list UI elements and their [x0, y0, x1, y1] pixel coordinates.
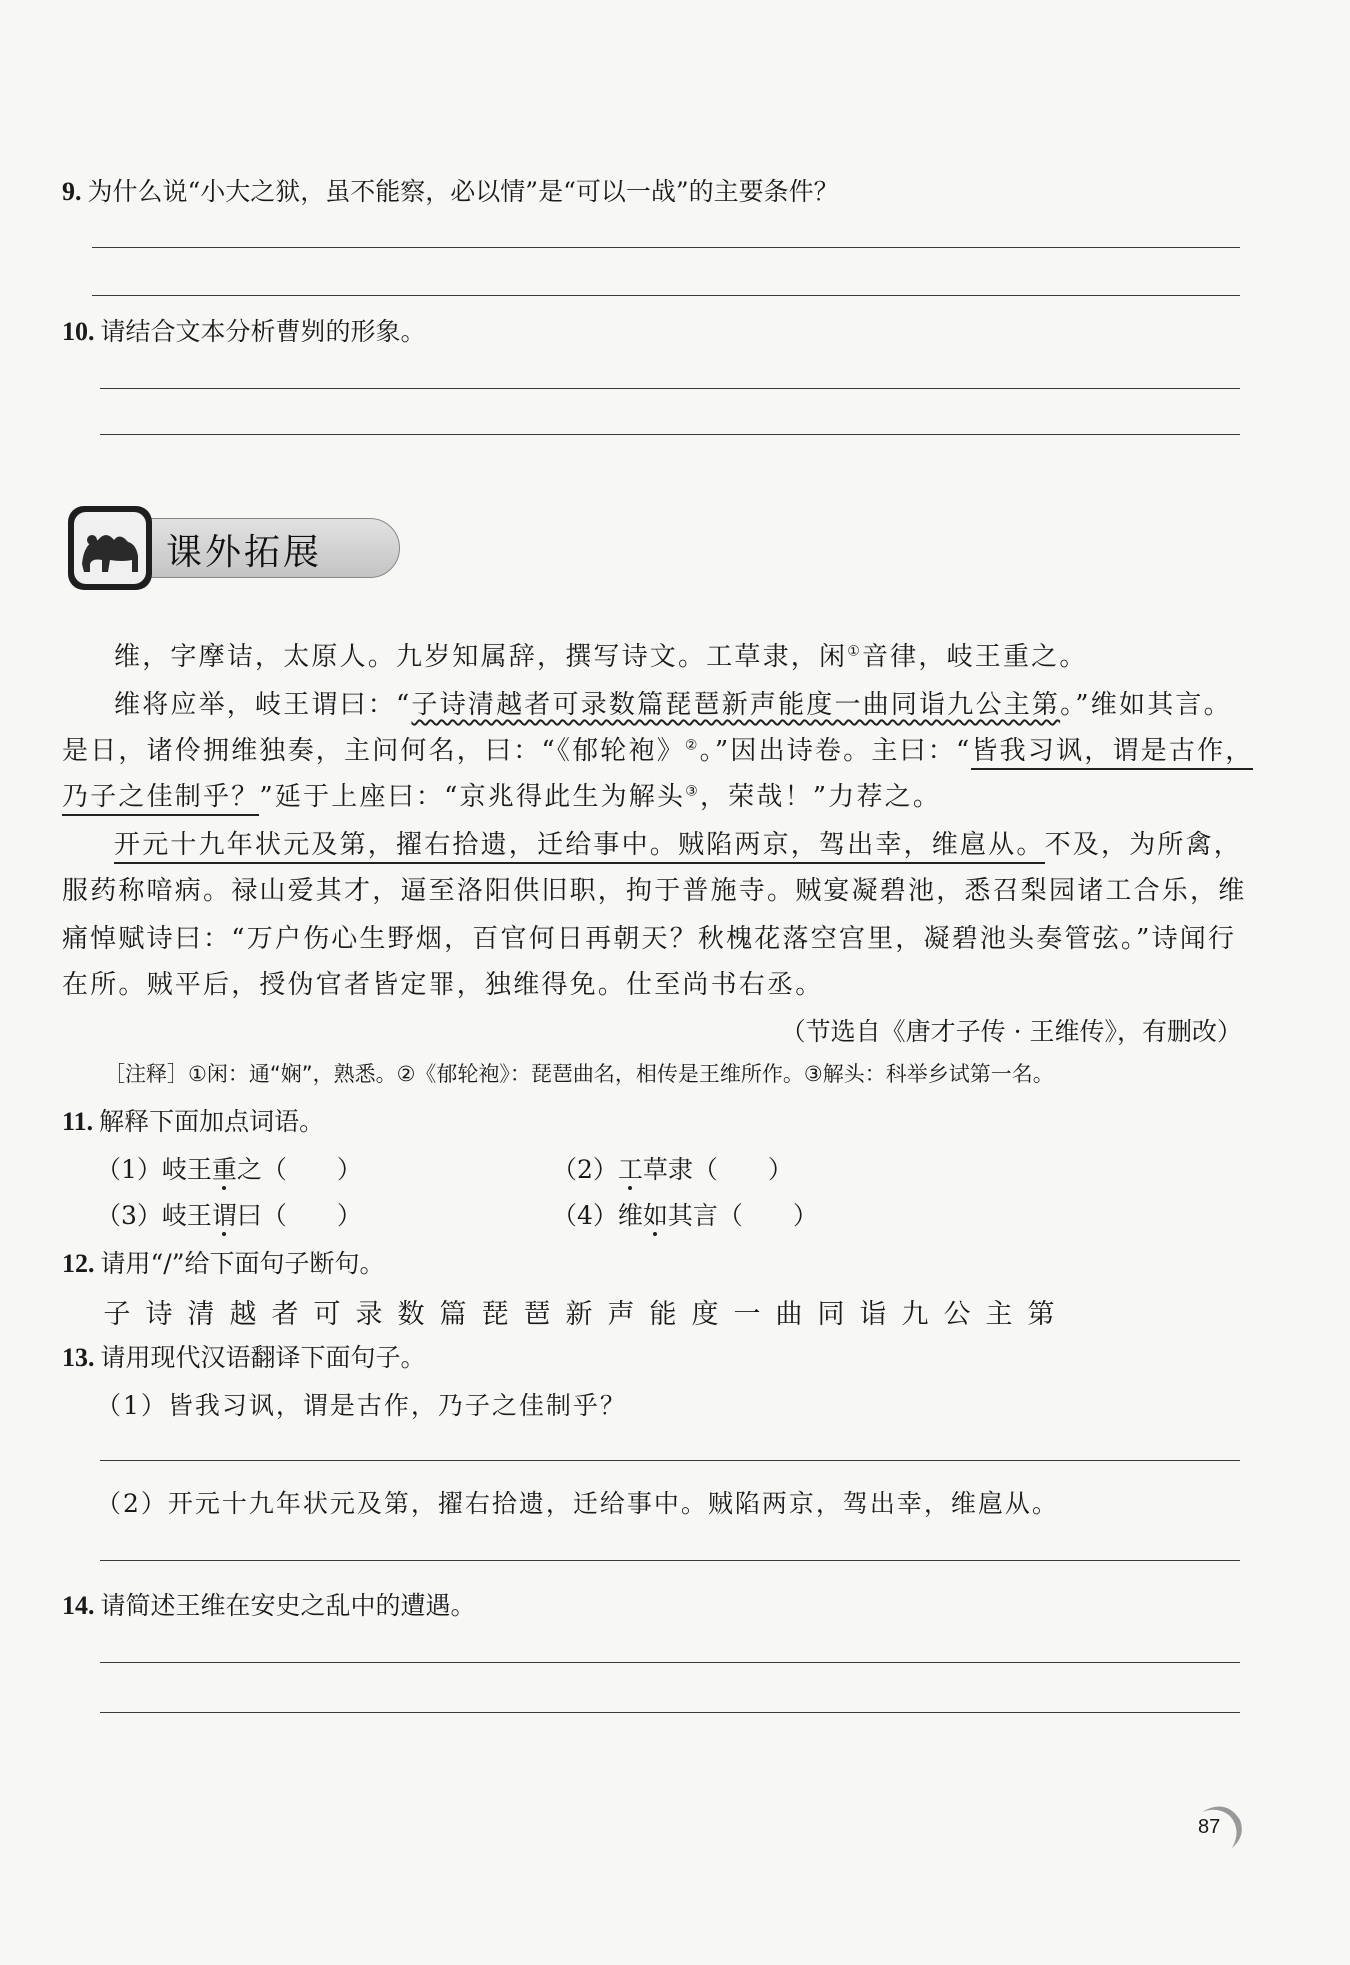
- passage-paragraph-3: 开元十九年状元及第，擢右拾遗，迁给事中。贼陷两京，驾出幸，维扈从。不及，为所禽，: [62, 824, 1294, 861]
- sentence-to-punctuate[interactable]: [96, 1292, 1062, 1331]
- sentence-char: 篇: [439, 1299, 467, 1330]
- dotted-word: 重: [211, 1155, 237, 1184]
- sentence-char: 清: [187, 1299, 215, 1330]
- answer-line[interactable]: [92, 247, 1240, 248]
- sentence-char: 同: [817, 1299, 845, 1330]
- sentence-char: 曲: [775, 1299, 803, 1330]
- sentence-char: 数: [397, 1299, 425, 1330]
- question-text: 请用现代汉语翻译下面句子。: [100, 1343, 426, 1372]
- sentence-char: 越: [229, 1299, 257, 1330]
- question-number: 10.: [62, 317, 95, 346]
- passage-source: （节选自《唐才子传 · 王维传》，有删改）: [780, 1017, 1242, 1046]
- sentence-char: 诗: [145, 1299, 173, 1330]
- q11-item-3[interactable]: （3）岐王谓曰（ ）: [96, 1201, 362, 1230]
- q11-item-2[interactable]: （2）工草隶（ ）: [552, 1155, 793, 1184]
- answer-line[interactable]: [92, 295, 1240, 296]
- question-number: 12.: [62, 1249, 95, 1278]
- question-number: 13.: [62, 1343, 95, 1372]
- passage-paragraph-1: 维，字摩诘，太原人。九岁知属辞，撰写诗文。工草隶，闲①音律，岐王重之。: [114, 642, 1088, 672]
- footnote-marker: ③: [685, 783, 700, 800]
- question-text: 请用“/”给下面句子断句。: [100, 1249, 385, 1278]
- question-number: 14.: [62, 1591, 95, 1620]
- question-9: [62, 172, 839, 208]
- question-text: 请简述王维在安史之乱中的遭遇。: [100, 1591, 476, 1620]
- dotted-word: 谓: [211, 1201, 237, 1230]
- wavy-underlined-text: 子诗清越者可录数篇琵琶新声能度一曲同诣九公主第: [411, 690, 1061, 720]
- answer-line[interactable]: [100, 1712, 1240, 1713]
- footnote-marker: ②: [684, 737, 700, 754]
- q11-item-1[interactable]: （1）岐王重之（ ）: [96, 1155, 362, 1184]
- answer-line[interactable]: [100, 1662, 1240, 1663]
- sentence-char: 主: [985, 1299, 1013, 1330]
- passage-line: 服药称喑病。禄山爱其才，逼至洛阳供旧职，拘于普施寺。贼宴凝碧池，悉召梨园诸工合乐，维: [62, 876, 1247, 906]
- q11-item-4[interactable]: （4）维如其言（ ）: [552, 1201, 818, 1230]
- dotted-word: 工: [617, 1155, 643, 1184]
- page-number: 87: [1198, 1816, 1221, 1838]
- question-12: [62, 1244, 385, 1280]
- dotted-word: 如: [642, 1201, 668, 1230]
- question-number: 9.: [62, 177, 82, 206]
- question-text: 为什么说“小大之狱，虽不能察，必以情”是“可以一战”的主要条件？: [87, 177, 839, 206]
- sentence-char: 诣: [859, 1299, 887, 1330]
- passage-notes: ［注释］①闲：通“娴”，熟悉。②《郁轮袍》：琵琶曲名，相传是王维所作。③解头：科举乡试第一名。: [104, 1062, 1054, 1086]
- q13-sentence-2: （2）开元十九年状元及第，擢右拾遗，迁给事中。贼陷两京，驾出幸，维扈从。: [96, 1489, 1059, 1518]
- question-10: [62, 312, 426, 348]
- sentence-char: 声: [607, 1299, 635, 1330]
- sentence-char: 录: [355, 1299, 383, 1330]
- underlined-text: 开元十九年状元及第，擢右拾遗，迁给事中。贼陷两京，驾出幸，维扈从。: [114, 830, 1045, 864]
- sentence-char: 公: [943, 1299, 971, 1330]
- question-14: [62, 1586, 476, 1622]
- sentence-char: 新: [565, 1299, 593, 1330]
- answer-line[interactable]: [100, 388, 1240, 389]
- answer-line[interactable]: [100, 1460, 1240, 1461]
- sentence-char: 者: [271, 1299, 299, 1330]
- underlined-text: 皆我习讽，谓是古作，: [971, 736, 1253, 770]
- question-text: 解释下面加点词语。: [99, 1107, 325, 1136]
- passage-line: 在所。贼平后，授伪官者皆定罪，独维得免。仕至尚书右丞。: [62, 970, 824, 1000]
- passage-line: 是日，诸伶拥维独奏，主问何名，曰：“《郁轮袍》②。”因出诗卷。主曰：“皆我习讽，谓是古作，: [62, 730, 1242, 767]
- passage-line: 乃子之佳制乎？”延于上座曰：“京兆得此生为解头③，荣哉！”力荐之。: [62, 776, 1242, 813]
- sentence-char: 能: [649, 1299, 677, 1330]
- answer-line[interactable]: [100, 434, 1240, 435]
- section-title: 课外拓展: [166, 532, 323, 573]
- q13-sentence-1: （1）皆我习讽，谓是古作，乃子之佳制乎？: [96, 1391, 627, 1420]
- question-text: 请结合文本分析曹刿的形象。: [100, 317, 426, 346]
- answer-line[interactable]: [100, 1560, 1240, 1561]
- sentence-char: 可: [313, 1299, 341, 1330]
- sentence-char: 琵: [481, 1299, 509, 1330]
- sentence-char: 琶: [523, 1299, 551, 1330]
- question-13: [62, 1338, 426, 1374]
- sentence-char: 九: [901, 1299, 929, 1330]
- camel-emblem-icon: [62, 500, 158, 596]
- sentence-char: 第: [1027, 1299, 1055, 1330]
- page-number-badge: [1196, 1802, 1246, 1850]
- footnote-marker: ①: [847, 643, 862, 660]
- section-header: [62, 500, 342, 596]
- sentence-char: 一: [733, 1299, 761, 1330]
- passage-line: 痛悼赋诗曰：“万户伤心生野烟，百官何日再朝天？秋槐花落空宫里，凝碧池头奏管弦。”诗闻行: [62, 924, 1237, 954]
- sentence-char: 度: [691, 1299, 719, 1330]
- question-number: 11.: [62, 1107, 94, 1136]
- underlined-text: 乃子之佳制乎？: [62, 782, 259, 816]
- sentence-char: 子: [103, 1299, 131, 1330]
- passage-paragraph-2: 维将应举，岐王谓曰：“子诗清越者可录数篇琵琶新声能度一曲同诣九公主第。”维如其言。: [114, 690, 1232, 720]
- question-11: [62, 1102, 324, 1138]
